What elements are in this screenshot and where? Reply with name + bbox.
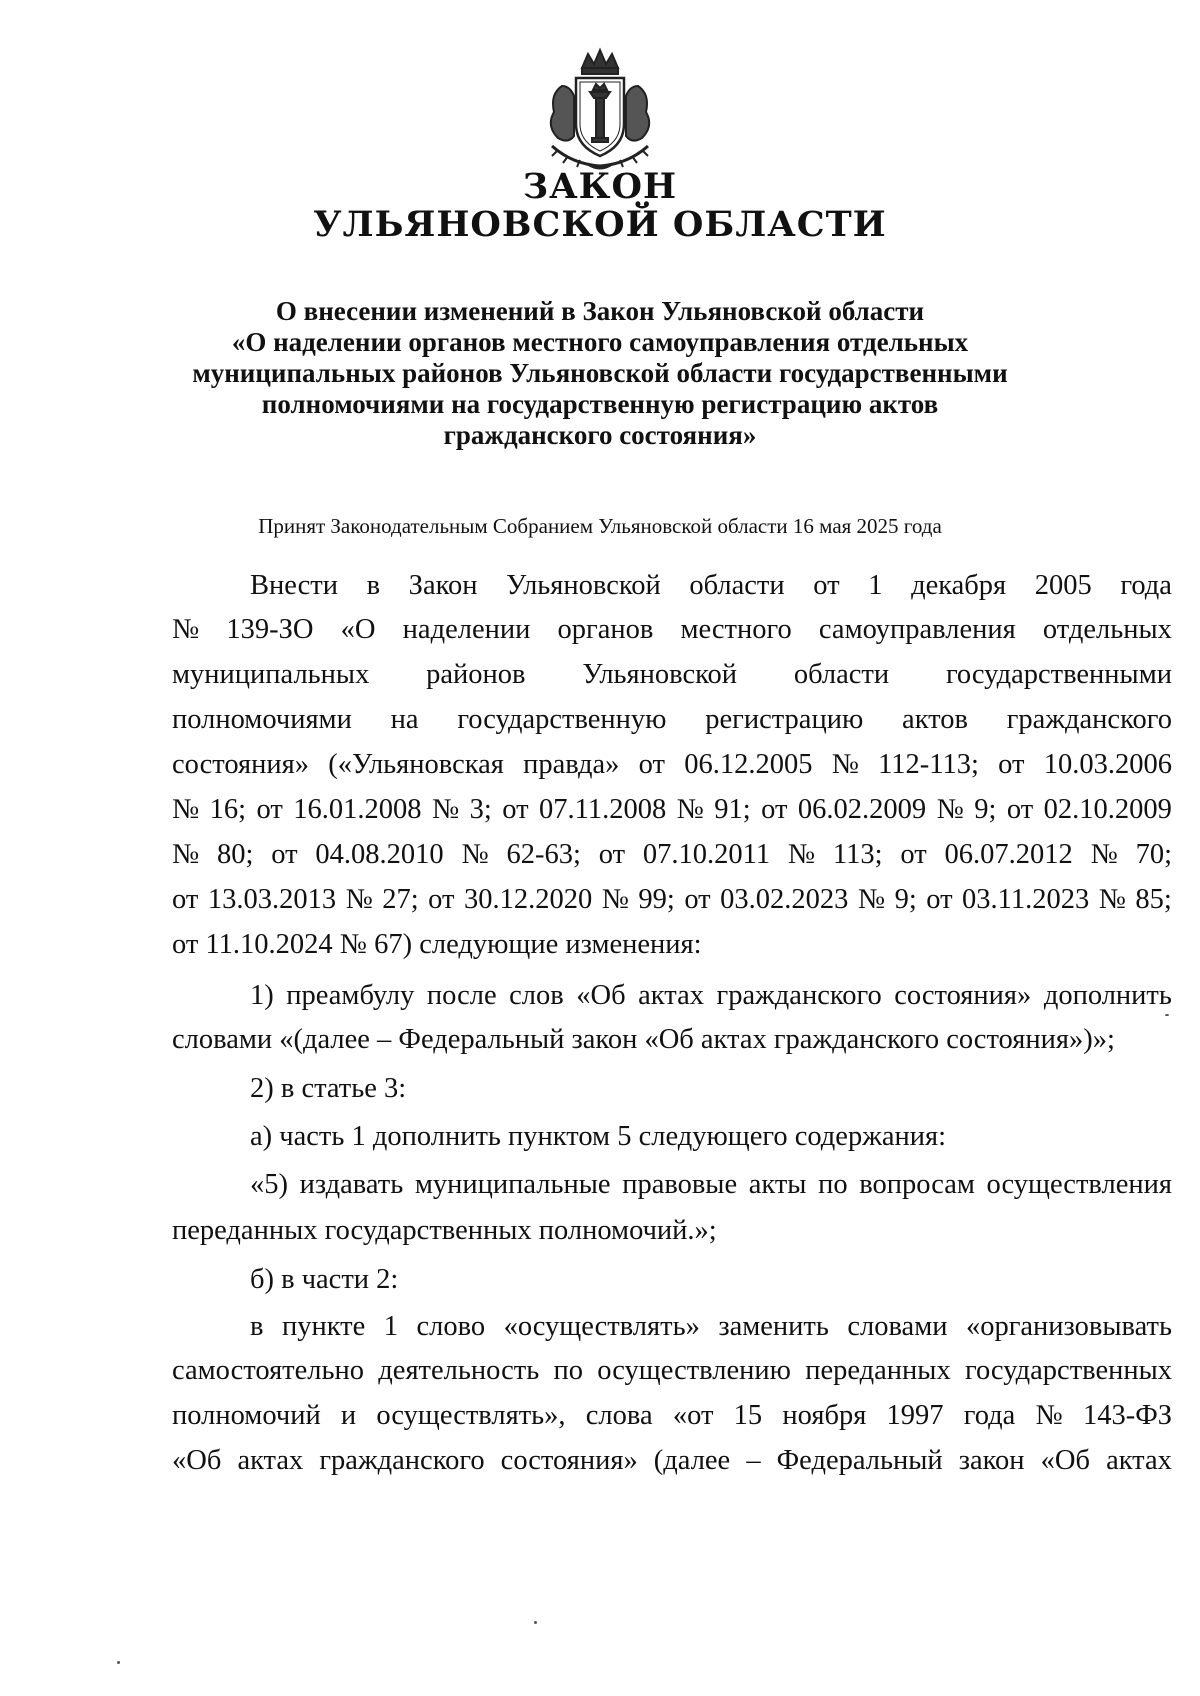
word: 13.03.2013: [207, 884, 337, 915]
word: после: [426, 980, 497, 1011]
word: области: [793, 659, 890, 690]
word: состояния»: [172, 749, 310, 780]
word: ноября: [782, 1400, 867, 1431]
word: 16.01.2008: [293, 794, 422, 825]
scan-speck: [534, 1621, 537, 1624]
word: «5): [250, 1169, 288, 1200]
word: 85;: [1135, 884, 1172, 915]
word: («Ульяновская: [328, 749, 504, 780]
word: 30.12.2020: [463, 884, 593, 915]
word: по: [818, 1169, 848, 1200]
word: от: [1006, 794, 1034, 825]
word: от: [428, 884, 455, 915]
word: №: [172, 839, 200, 870]
word: №: [1035, 1400, 1063, 1431]
word: гражданского: [319, 1445, 485, 1476]
adoption-note: Принят Законодательным Собранием Ульяновской области 16 мая 2025 года: [258, 514, 942, 538]
word: от: [998, 749, 1025, 780]
word: 02.10.2009: [1043, 794, 1172, 825]
word: слово: [416, 1311, 486, 1342]
word: от: [900, 839, 927, 870]
word: закон: [958, 1445, 1025, 1476]
item-2b-text-line: [172, 1396, 1172, 1436]
word: переданных: [805, 1355, 951, 1386]
word: актах: [1106, 1445, 1172, 1476]
word: 3;: [469, 794, 492, 825]
word: государственную: [457, 704, 667, 735]
word: –: [746, 1445, 761, 1476]
word: Внести: [250, 570, 338, 601]
word: вопросам: [859, 1169, 975, 1200]
word: переданных государственных полномочий.»;: [172, 1215, 717, 1246]
word: №: [676, 794, 704, 825]
word: актах: [638, 980, 704, 1011]
word: от: [502, 794, 529, 825]
item-2b-text-line: [172, 1307, 1172, 1347]
subject-line: «О наделении органов местного самоуправления отдельных: [231, 327, 969, 357]
word: Ульяновской: [582, 659, 737, 690]
word: регистрацию: [705, 704, 864, 735]
law-subject: [0, 296, 1200, 451]
item-2a: а) часть 1 дополнить пунктом 5 следующего содержания:: [250, 1121, 947, 1152]
word: Закон: [408, 570, 478, 601]
word: словами: [847, 1311, 948, 1342]
word: от: [271, 839, 298, 870]
item-2: 2) в статье 3:: [250, 1073, 407, 1104]
word: в: [366, 570, 381, 601]
word: №: [431, 794, 460, 825]
word: №: [857, 884, 886, 915]
word: актах: [237, 1445, 304, 1476]
word: от: [926, 884, 953, 915]
word: 07.10.2011: [642, 839, 771, 870]
subject-line: муниципальных районов Ульяновской области государственными: [192, 358, 1008, 388]
word: от: [598, 839, 626, 870]
word: 1997: [886, 1400, 944, 1431]
body-line: [172, 925, 1172, 965]
subject-line: гражданского состояния»: [443, 420, 757, 450]
word: №: [1090, 839, 1118, 870]
word: «от: [672, 1400, 714, 1431]
word: 9;: [894, 884, 917, 915]
scan-speck: [117, 1661, 120, 1664]
word: 15: [733, 1400, 763, 1431]
word: от: [761, 794, 788, 825]
word: №: [936, 794, 964, 825]
body-line: [172, 566, 1172, 606]
word: «Об: [576, 980, 626, 1011]
word: дополнить: [1043, 980, 1172, 1011]
word: 06.12.2005: [684, 749, 813, 780]
body-line: [172, 700, 1172, 740]
word: деятельность: [378, 1355, 540, 1386]
word: 80;: [217, 839, 254, 870]
word: 03.11.2023: [962, 884, 1090, 915]
word: области: [689, 570, 785, 601]
word: и: [340, 1400, 357, 1431]
word: по: [553, 1355, 583, 1386]
word: «Об: [172, 1445, 222, 1476]
body-line: [172, 790, 1172, 830]
word: осуществлять»,: [376, 1400, 566, 1431]
word: акты: [748, 1169, 807, 1200]
word: №: [1098, 884, 1126, 915]
word: 06.07.2012: [944, 839, 1073, 870]
item-1-line: [172, 976, 1172, 1016]
word: 1: [383, 1311, 398, 1342]
word: «организовывать: [965, 1311, 1172, 1342]
word: от: [638, 749, 665, 780]
word: 04.08.2010: [315, 839, 444, 870]
word: 62-63;: [506, 839, 581, 870]
word: полномочиями: [172, 704, 352, 735]
word: №: [831, 749, 859, 780]
word: №: [172, 794, 200, 825]
word: в: [250, 1311, 264, 1342]
word: правовые: [622, 1169, 738, 1200]
word: Федеральный: [776, 1445, 943, 1476]
word: года: [1120, 570, 1172, 601]
word: 06.02.2009: [797, 794, 927, 825]
body-line: [172, 655, 1172, 695]
word: 99;: [638, 884, 675, 915]
body-line: [172, 880, 1172, 920]
word: 1): [250, 980, 274, 1011]
word: 139-ЗО: [226, 614, 314, 645]
word: от 11.10.2024 № 67) следующие изменения:: [172, 929, 702, 960]
word: районов: [426, 659, 526, 690]
word: №: [172, 614, 200, 645]
subject-line: полномочиями на государственную регистрацию актов: [261, 389, 939, 419]
item-2a-text-line: [172, 1165, 1172, 1205]
word: 07.11.2008: [539, 794, 667, 825]
word: 1: [868, 570, 883, 601]
word: от: [813, 570, 840, 601]
word: правда»: [523, 749, 620, 780]
word: словами «(далее – Федеральный закон «Об актах гражданского состояния»)»;: [172, 1024, 1115, 1055]
word: «осуществлять»: [503, 1311, 700, 1342]
word: №: [601, 884, 629, 915]
word: государственными: [945, 659, 1172, 690]
word: гражданского: [1006, 704, 1172, 735]
word: заменить: [718, 1311, 829, 1342]
word: Ульяновской: [506, 570, 661, 601]
body-line: [172, 610, 1172, 650]
word: слов: [509, 980, 564, 1011]
word: состояния»: [500, 1445, 638, 1476]
scan-speck: [1165, 1014, 1169, 1016]
word: органов: [557, 614, 654, 645]
word: государственных: [964, 1355, 1172, 1386]
word: самостоятельно: [172, 1355, 365, 1386]
word: отдельных: [1042, 614, 1172, 645]
subject-line: О внесении изменений в Закон Ульяновской области: [275, 296, 925, 326]
word: №: [345, 884, 373, 915]
item-2b-text-line: [172, 1441, 1172, 1481]
word: слова: [585, 1400, 653, 1431]
word: муниципальные: [414, 1169, 611, 1200]
word: самоуправления: [818, 614, 1016, 645]
word: 27;: [382, 884, 419, 915]
word: от: [172, 884, 199, 915]
word: муниципальных: [172, 659, 370, 690]
word: 2005: [1034, 570, 1092, 601]
word: №: [461, 839, 489, 870]
word: (далее: [653, 1445, 731, 1476]
word: состояния»: [894, 980, 1032, 1011]
word: от: [256, 794, 283, 825]
word: наделении: [402, 614, 531, 645]
word: 143-ФЗ: [1082, 1400, 1172, 1431]
word: гражданского: [716, 980, 882, 1011]
word: 70;: [1135, 839, 1172, 870]
word: издавать: [299, 1169, 404, 1200]
word: местного: [680, 614, 792, 645]
word: пункте: [281, 1311, 366, 1342]
word: 10.03.2006: [1043, 749, 1172, 780]
word: на: [390, 704, 419, 735]
document-title: ЗАКОН: [522, 166, 678, 207]
word: преамбулу: [286, 980, 415, 1011]
coat-of-arms-icon: [532, 46, 668, 174]
word: «О: [340, 614, 376, 645]
item-2a-text-line: [172, 1211, 1172, 1251]
document-region: УЛЬЯНОВСКОЙ ОБЛАСТИ: [313, 204, 887, 245]
body-line: [172, 745, 1172, 785]
body-line: [172, 835, 1172, 875]
word: «Об: [1040, 1445, 1090, 1476]
word: декабря: [911, 570, 1007, 601]
word: актов: [902, 704, 968, 735]
item-1-line: [172, 1020, 1172, 1060]
word: 91;: [714, 794, 751, 825]
word: полномочий: [172, 1400, 321, 1431]
item-2b-text-line: [172, 1351, 1172, 1391]
word: 03.02.2023: [720, 884, 849, 915]
word: года: [963, 1400, 1016, 1431]
word: от: [684, 884, 711, 915]
word: 112-113;: [878, 749, 979, 780]
word: осуществления: [986, 1169, 1172, 1200]
word: 113;: [832, 839, 883, 870]
word: 16;: [209, 794, 247, 825]
word: осуществлению: [597, 1355, 791, 1386]
word: 9;: [974, 794, 997, 825]
word: №: [787, 839, 816, 870]
item-2b: б) в части 2:: [250, 1264, 399, 1295]
